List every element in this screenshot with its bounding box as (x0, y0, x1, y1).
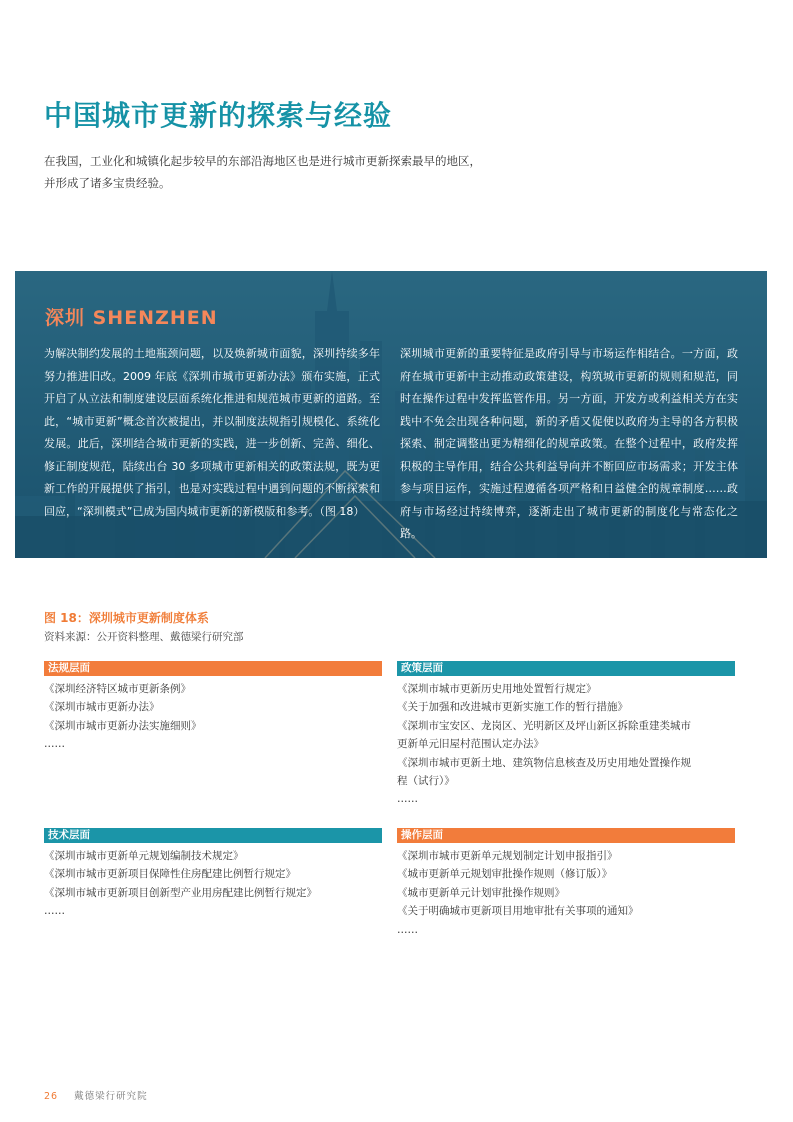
block-list (44, 680, 382, 754)
list-item: …… (397, 793, 418, 806)
list-item: 程（试行）》 (397, 775, 455, 788)
shenzhen-hero-panel (15, 271, 767, 558)
list-item: 《深圳经济特区城市更新条例》 (44, 683, 191, 695)
city-title: 深圳 SHENZHEN (45, 307, 218, 329)
block-heading: 法规层面 (44, 661, 382, 676)
list-item: 《深圳市城市更新土地、建筑物信息核查及历史用地处置操作规 (397, 756, 691, 769)
list-item: 《关于加强和改进城市更新实施工作的暂行措施》 (397, 701, 628, 714)
list-item: 《深圳市城市更新历史用地处置暂行规定》 (397, 683, 597, 695)
list-item: 《深圳市城市更新单元规划编制技术规定》 (44, 850, 244, 862)
list-item: 《深圳市城市更新项目创新型产业用房配建比例暂行规定》 (44, 886, 317, 899)
list-item: 更新单元旧屋村范围认定办法》 (397, 738, 544, 751)
list-item: 《深圳市宝安区、龙岗区、光明新区及坪山新区拆除重建类城市 (397, 719, 691, 732)
page-number: 26 (44, 1091, 59, 1102)
block-list (397, 847, 735, 939)
hero-text-left: 为解决制约发展的土地瓶颈问题，以及焕新城市面貌，深圳持续多年努力推进旧改。2009 年底《深圳市城市更新办法》颁布实施，正式开启了从立法和制度建设层面系统化推进和规范城市更新的道路。至此，“城市更新”概念首次被提出，并以制度法规指引规模化、系统化发展。此后，深圳结合城市更新的实践，进一步创新、完善、细化、修正制度规范，陆续出台 30 多项城市更新相关的政策法规，既为更新工作的开展提供了指引，也是对实践过程中遇到问题的不断探索和回应，“深圳模式”已成为国内城市更新的新模版和参考。（图 18） (44, 347, 380, 518)
intro-line-1: 在我国，工业化和城镇化起步较早的东部沿海地区也是进行城市更新探索最早的地区， (44, 154, 481, 168)
list-item: …… (44, 905, 65, 918)
list-item: 《深圳市城市更新项目保障性住房配建比例暂行规定》 (44, 868, 296, 881)
intro-line-2: 并形成了诸多宝贵经验。 (44, 176, 171, 190)
list-item: 《深圳市城市更新办法实施细则》 (44, 719, 202, 732)
hero-text-right: 深圳城市更新的重要特征是政府引导与市场运作相结合。一方面，政府在城市更新中主动推动政策建设，构筑城市更新的规则和规范，同时在操作过程中发挥监管作用。另一方面，开发方或利益相关方在实践中不免会出现各种问题，新的矛盾又促使以政府为主导的各方积极探索、制定调整出更为精细化的规章政策。在整个过程中，政府发挥积极的主导作用，结合公共利益导向并不断回应市场需求；开发主体参与项目运作，实施过程遵循各项严格和日益健全的规章制度……政府与市场经过持续博弈，逐渐走出了城市更新的制度化与常态化之路。 (400, 347, 738, 540)
block-heading: 操作层面 (397, 828, 735, 843)
page-title: 中国城市更新的探索与经验 (44, 99, 393, 132)
list-item: 《深圳市城市更新单元规划制定计划申报指引》 (397, 850, 618, 862)
block-heading: 政策层面 (397, 661, 735, 676)
block-heading: 技术层面 (44, 828, 382, 843)
block-technical (44, 828, 382, 921)
figure-source: 资料来源：公开资料整理、戴德梁行研究部 (44, 631, 244, 643)
list-item: 《关于明确城市更新项目用地审批有关事项的通知》 (397, 905, 639, 918)
block-list (397, 680, 735, 809)
list-item: …… (397, 923, 418, 936)
block-list (44, 847, 382, 921)
page-footer (44, 1088, 148, 1102)
block-policy (397, 661, 735, 809)
list-item: …… (44, 738, 65, 751)
footer-org: 戴德梁行研究院 (74, 1091, 148, 1102)
intro-paragraph (44, 150, 564, 194)
list-item: 《城市更新单元计划审批操作规则》 (397, 886, 565, 899)
block-regulations (44, 661, 382, 754)
block-operation (397, 828, 735, 939)
figure-title: 图 18：深圳城市更新制度体系 (44, 611, 209, 625)
list-item: 《城市更新单元规划审批操作规则（修订版）》 (397, 868, 613, 881)
list-item: 《深圳市城市更新办法》 (44, 701, 160, 714)
